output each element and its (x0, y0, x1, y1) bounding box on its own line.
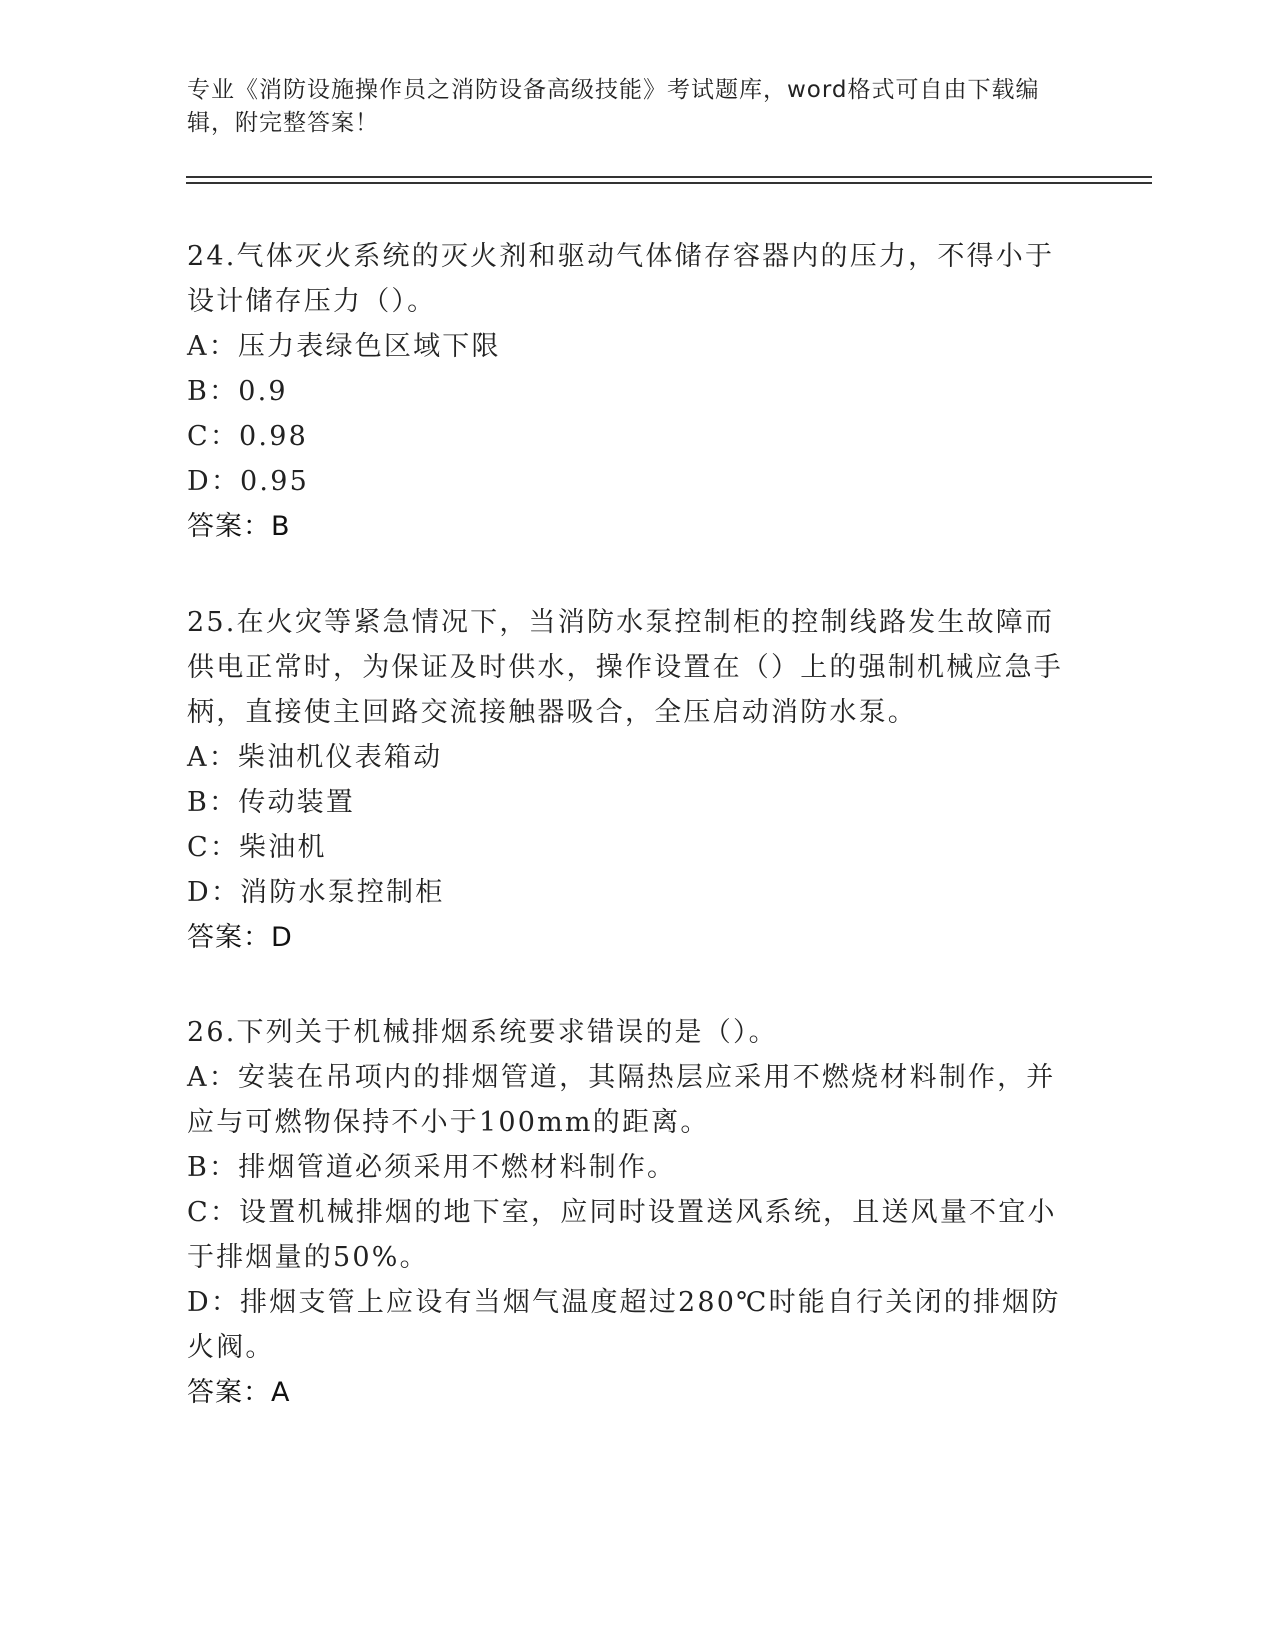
option-c: C：设置机械排烟的地下室，应同时设置送风系统，且送风量不宜小于排烟量的50%。 (187, 1197, 1057, 1273)
question-24 (187, 234, 1067, 549)
option-d: D：0.95 (187, 466, 309, 497)
option-a: A：安装在吊项内的排烟管道，其隔热层应采用不燃烧材料制作，并应与可燃物保持不小于100mm的距离。 (187, 1062, 1056, 1138)
option-d: D：排烟支管上应设有当烟气温度超过280℃时能自行关闭的排烟防火阀。 (187, 1287, 1061, 1363)
header-divider-bottom (186, 182, 1152, 184)
option-c: C：0.98 (187, 421, 308, 452)
question-stem: 24.气体灭火系统的灭火剂和驱动气体储存容器内的压力，不得小于设计储存压力（）。 (187, 241, 1055, 317)
answer-line: 答案：B (187, 511, 291, 542)
header-intro-text: 专业《消防设施操作员之消防设备高级技能》考试题库，word格式可自由下载编辑，附完整答案！ (187, 77, 1040, 136)
question-stem: 25.在火灾等紧急情况下，当消防水泵控制柜的控制线路发生故障而供电正常时，为保证及时供水，操作设置在（）上的强制机械应急手柄，直接使主回路交流接触器吸合，全压启动消防水泵。 (187, 607, 1063, 728)
option-a: A：压力表绿色区域下限 (187, 331, 501, 362)
question-25 (187, 600, 1067, 960)
question-26 (187, 1010, 1067, 1415)
option-b: B：排烟管道必须采用不燃材料制作。 (187, 1152, 677, 1183)
option-b: B：传动装置 (187, 787, 356, 818)
option-a: A：柴油机仪表箱动 (187, 742, 443, 773)
question-stem: 26.下列关于机械排烟系统要求错误的是（）。 (187, 1017, 778, 1048)
option-c: C：柴油机 (187, 832, 327, 863)
answer-line: 答案：D (187, 922, 293, 953)
header-divider-top (186, 176, 1152, 178)
answer-line: 答案：A (187, 1377, 291, 1408)
document-header (187, 74, 1067, 140)
option-b: B：0.9 (187, 376, 288, 407)
option-d: D：消防水泵控制柜 (187, 877, 445, 908)
